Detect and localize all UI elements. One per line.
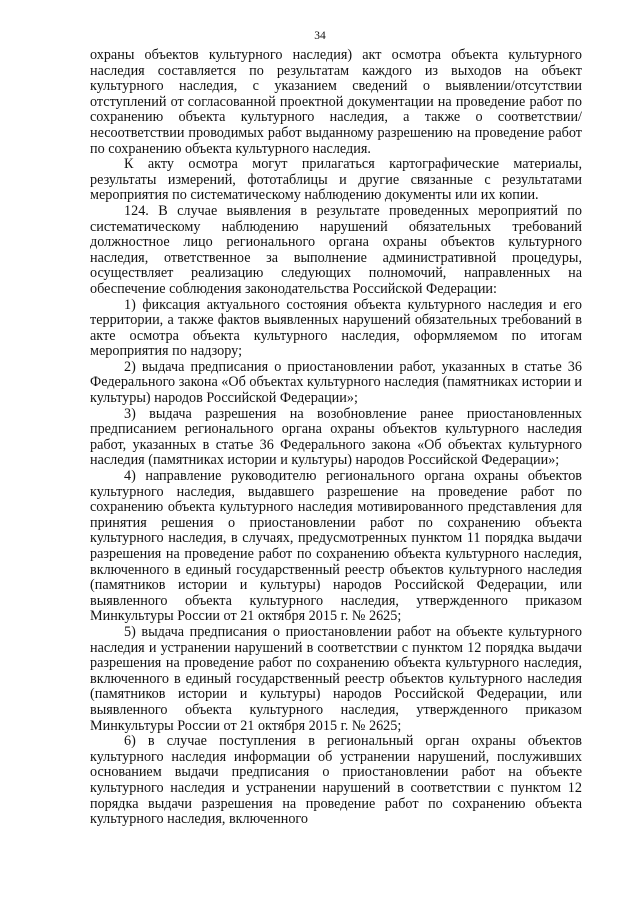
body-text	[90, 48, 582, 828]
page-number: 34	[314, 30, 326, 42]
list-item-1: 1) фиксация актуального состояния объекта культурного наследия и его территории, а также фактов выявленных нарушений обязательных требований в акте осмотра объекта культурного наследия, оформляемом по итогам мероприятия по надзору;	[90, 296, 582, 360]
paragraph-inspection-attachments: К акту осмотра могут прилагаться картографические материалы, результаты измерений, фототаблицы и другие связанные с результатами мероприятия по систематическому наблюдению документы или их копии.	[90, 156, 582, 204]
list-item-5: 5) выдача предписания о приостановлении работ на объекте культурного наследия и устранении нарушений в соответствии с пунктом 12 порядка выдачи разрешения на проведение работ по сохранению объекта культурного наследия, включенного в единый государственный реестр объектов культурного наследия (памятников истории и культуры) народов Российской Федерации, или выявленного объекта культурного наследия, утвержденного приказом Минкультуры России от 21 октября 2015 г. № 2625;	[90, 623, 582, 734]
paragraph-item-124: 124. В случае выявления в результате проведенных мероприятий по систематическому наблюдению нарушений обязательных требований должностное лицо регионального органа охраны объектов культурного наследия, ответственное за выполнение административной процедуры, осуществляет реализацию следующих полномочий, направленных на обеспечение соблюдения законодательства Российской Федерации:	[90, 202, 582, 297]
list-item-6: 6) в случае поступления в региональный орган охраны объектов культурного наследия информации об устранении нарушений, послуживших основанием выдачи предписания о приостановлении работ на объекте культурного наследия и устранении нарушений в соответствии с пунктом 12 порядка выдачи разрешения на проведение работ по сохранению объекта культурного наследия, включенного	[90, 733, 582, 828]
list-item-3: 3) выдача разрешения на возобновление ранее приостановленных предписанием регионального органа охраны объектов культурного наследия работ, указанных в статье 36 Федерального закона «Об объектах культурного наследия (памятниках истории и культуры) народов Российской Федерации»;	[90, 405, 582, 469]
list-item-4: 4) направление руководителю регионального органа охраны объектов культурного наследия, выдавшего разрешение на проведение работ по сохранению объекта культурного наследия мотивированного представления для принятия решения о приостановлении работ по сохранению объекта культурного наследия, в случаях, предусмотренных пунктом 11 порядка выдачи разрешения на проведение работ по сохранению объекта культурного наследия, включенного в единый государственный реестр объектов культурного наследия (памятников истории и культуры) народов Российской Федерации, или выявленного объекта культурного наследия, утвержденного приказом Минкультуры России от 21 октября 2015 г. № 2625;	[90, 468, 582, 625]
list-item-2: 2) выдача предписания о приостановлении работ, указанных в статье 36 Федерального закона «Об объектах культурного наследия (памятниках истории и культуры) народов Российской Федерации»;	[90, 358, 582, 407]
paragraph-continuation: охраны объектов культурного наследия) акт осмотра объекта культурного наследия составляется по результатам каждого из выходов на объект культурного наследия, с указанием сведений о выявлении/отсутствии отступлений от согласованной проектной документации на проведение работ по сохранению объекта культурного наследия, а также о соответствии/несоответствии проводимых работ выданному разрешению на проведение работ по сохранению объекта культурного наследия.	[90, 47, 582, 157]
